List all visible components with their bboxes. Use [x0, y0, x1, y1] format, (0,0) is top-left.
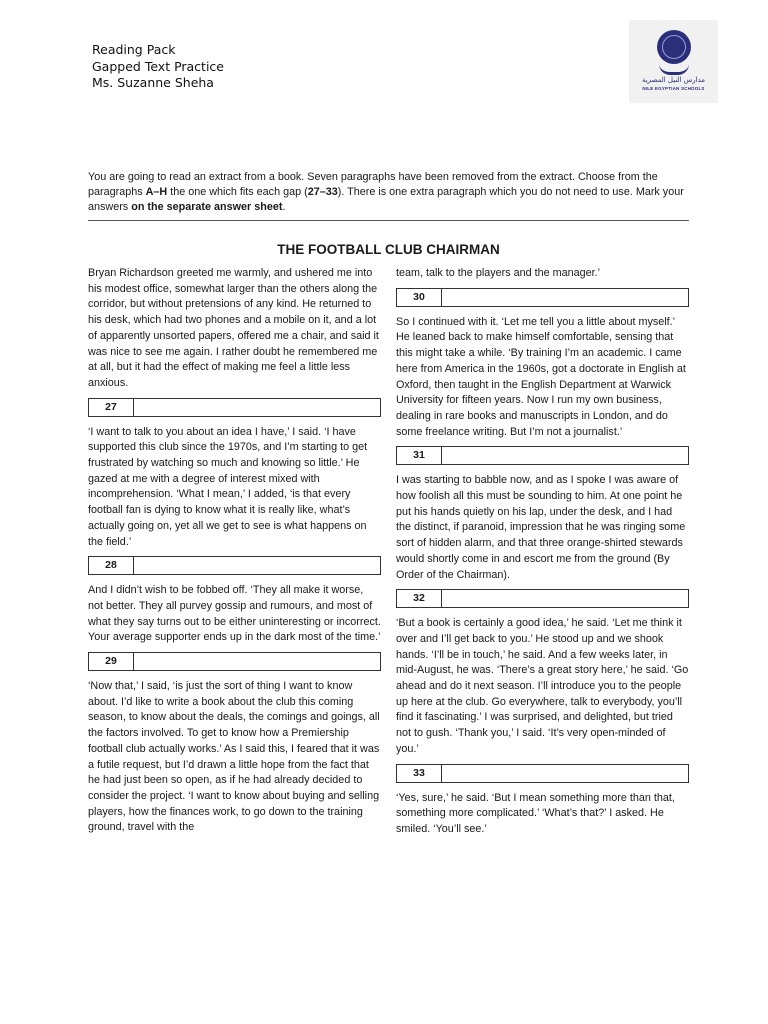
instructions: You are going to read an extract from a book. Seven paragraphs have been removed from the extract. Choose from the paragraphs A–H the one which fits each gap (27–33). There is one extra paragraph which you do not need to use. Mark your answers on the separate answer sheet. — [88, 171, 684, 213]
header-line-1: Reading Pack — [92, 42, 176, 57]
gap-number: 32 — [397, 590, 442, 607]
book-icon — [659, 64, 689, 75]
paragraph: And I didn’t wish to be fobbed off. ‘They all make it worse, not better. They all purvey gossip and rumours, and most of what they say turns out to be either uninteresting or incorrect. Your average supporter ends up in the dark most of the time.’ — [88, 584, 381, 644]
gap-number: 30 — [397, 289, 442, 306]
paragraph: ‘Yes, sure,’ he said. ‘But I mean something more than that, something more complicated.’ ‘What’s that?’ I asked. He smiled. ‘You’ll see.’ — [396, 791, 675, 835]
paragraph: ‘I want to talk to you about an idea I have,’ I said. ‘I have supported this club since the 1970s, and I’m starting to get frustrated by watching so much and knowing so little.’ He gazed at me with a degree of interest mixed with incomprehension. ‘What I mean,’ I added, ‘is that every football fan is dying to know what it is really like, what’s actually going on, yet all we get to see is what happens on the field.’ — [88, 425, 368, 548]
logo-english-text: NILE EGYPTIAN SCHOOLS — [642, 86, 705, 91]
right-column — [396, 266, 689, 838]
gap-number: 33 — [397, 765, 442, 782]
gap-answer-box[interactable] — [134, 653, 380, 670]
gap-answer-box[interactable] — [134, 557, 380, 574]
divider — [88, 220, 689, 221]
left-column — [88, 266, 381, 836]
paragraph: ‘But a book is certainly a good idea,’ he said. ‘Let me think it over and I’ll get back to you.’ He stood up and we shook hands. ‘I’ll be in touch,’ he said. And a few weeks later, in mid-August, he was. ‘There’s a great story here,’ he said. ‘Go ahead and do it next season. I’ll introduce you to the people up here at the club. Go everywhere, talk to everybody, you’ll find it fascinating.’ I was surprised, and delighted, but tried not to gush. ‘Thank you,’ I said. ‘It’s very open-minded of you.’ — [396, 617, 689, 755]
logo-arabic-text: مدارس النيل المصرية — [641, 76, 706, 84]
answer-gap-31[interactable] — [396, 446, 689, 465]
gap-number: 31 — [397, 447, 442, 464]
gap-answer-box[interactable] — [134, 399, 380, 416]
header-line-3: Ms. Suzanne Sheha — [92, 75, 214, 90]
paragraph: So I continued with it. ‘Let me tell you a little about myself.’ He leaned back to make himself comfortable, sensing that this might take a while. ‘By training I’m an academic. I came here from America in the 1960s, got a doctorate in English at Oxford, then taught in the English Department at Warwick University for fifteen years. Now I run my own business, dealing in rare books and manuscripts in London, and do some freelance writing. But I’m not a journalist.’ — [396, 315, 686, 438]
paragraph: Bryan Richardson greeted me warmly, and ushered me into his modest office, somewhat larger than the others along the corridor, but without pretensions of any kind. He returned to his desk, which had two phones and a mobile on it, and a lot of apparently unsorted papers, offered me a chair, and said it was nice to see me again. I rather doubt he remembered me at all, but it had the effect of making me feel a little less anxious. — [88, 267, 379, 389]
gap-answer-box[interactable] — [442, 289, 688, 306]
paragraph: team, talk to the players and the manager.’ — [396, 267, 601, 279]
gap-number: 29 — [89, 653, 134, 670]
gap-answer-box[interactable] — [442, 765, 688, 782]
paragraph: I was starting to babble now, and as I spoke I was aware of how foolish all this must be sounding to him. At one point he put his hands quietly on his lap, under the desk, and I had the distinct, if paranoid, impression that he was ringing some sort of hidden alarm, and that three orange-shirted stewards would shortly come in and escort me from the ground (By Order of the Chairman). — [396, 474, 686, 581]
header-line-2: Gapped Text Practice — [92, 58, 224, 74]
answer-gap-27[interactable] — [88, 398, 381, 417]
answer-gap-33[interactable] — [396, 764, 689, 783]
gap-answer-box[interactable] — [442, 447, 688, 464]
paragraph: ‘Now that,’ I said, ‘is just the sort of thing I want to know about. I’d like to write a book about the club this coming season, to know about the deals, the comings and goings, all the factors involved. To get to know how a Premiership football club actually works.’ As I said this, I feared that it was a futile request, but I’d drawn a little hope from the fact that he had just been so open, as if he had already decided to consider the project. ‘I want to know about buying and selling players, how the finances work, to go down to the training ground, travel with the — [88, 680, 380, 834]
answer-gap-30[interactable] — [396, 288, 689, 307]
answer-gap-32[interactable] — [396, 589, 689, 608]
school-crest-icon — [657, 30, 691, 64]
school-logo — [629, 20, 718, 103]
document-header — [92, 42, 224, 92]
gap-number: 28 — [89, 557, 134, 574]
gap-number: 27 — [89, 399, 134, 416]
gap-answer-box[interactable] — [442, 590, 688, 607]
answer-gap-29[interactable] — [88, 652, 381, 671]
answer-gap-28[interactable] — [88, 556, 381, 575]
page-title: THE FOOTBALL CLUB CHAIRMAN — [277, 242, 500, 257]
